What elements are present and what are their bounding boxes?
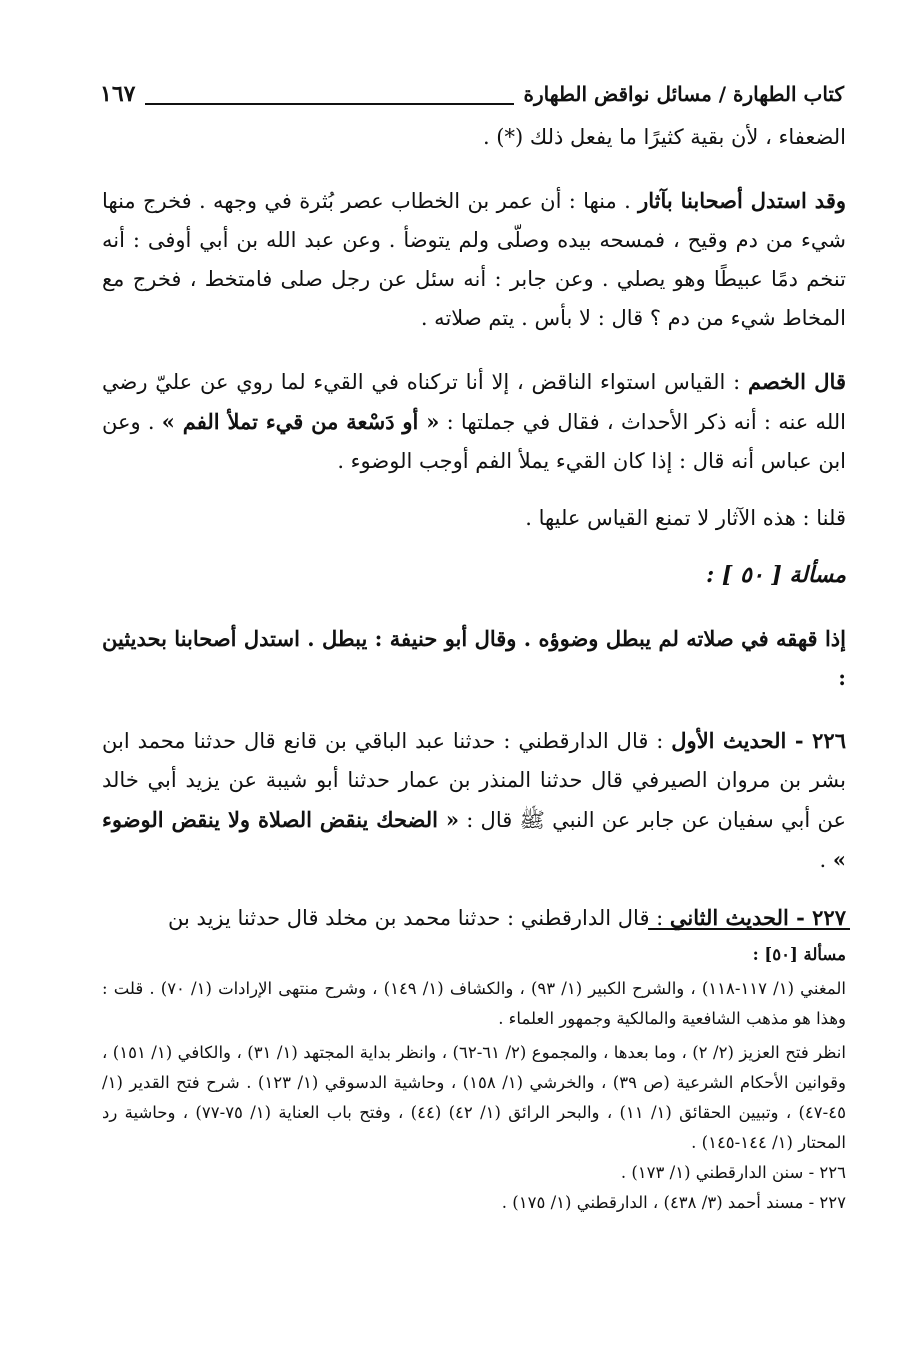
paragraph-lead: قال الخصم [747,369,846,394]
running-title: كتاب الطهارة / مسائل نواقض الطهارة [523,82,844,106]
hadith-lead: ٢٢٧ - الحديث الثاني [669,905,846,930]
paragraph-athar [102,181,846,338]
hadith-226 [102,721,846,880]
page-header [100,76,844,112]
paragraph-opponent [102,362,846,481]
paragraph-issue: إذا قهقه في صلاته لم يبطل وضوؤه . وقال أبو حنيفة : يبطل . استدل أصحابنا بحديثين : [102,626,846,690]
hadith-text: : قال الدارقطني : حدثنا محمد بن مخلد قال حدثنا يزيد بن [168,906,670,930]
hadith-227 [102,898,846,938]
page-number: ١٦٧ [100,81,136,107]
quoted-text: « أو دَسْعة من قيء تملأ الفم » [161,409,440,434]
hadith-lead: ٢٢٦ - الحديث الأول [671,728,846,753]
paragraph-text: . منها : أن عمر بن الخطاب عصر بُثرة في وجهه . فخرج منها شيء من دم وقيح ، فمسحه بيده وصلّى ولم يتوضأ . وعن عبد الله بن أبي أوفى : أنه تنخم دمًا عبيطًا وهو يصلي . وعن جابر : أنه سئل عن رجل صلى فامتخط ، فخرج مع المخاط شيء من دم ؟ قال : لا بأس . يتم صلاته . [102,189,846,330]
footnotes [102,940,846,1218]
hadith-text: : قال الدارقطني : حدثنا عبد الباقي بن قانع قال حدثنا محمد ابن بشر بن مروان الصيرفي قال حدثنا المنذر بن عمار حدثنا أبو شيبة عن يزيد أبي خالد عن أبي سفيان عن جابر عن النبي ﷺ قال : [102,729,846,832]
footnote-title: مسألة [٥٠] : [752,945,846,964]
footnote-item: ٢٢٦ - سنن الدارقطني (١/ ١٧٣) . [620,1163,846,1182]
section-title: مسألة [ ٥٠ ] : [706,562,846,588]
main-text [102,118,846,938]
footnote-item: ٢٢٧ - مسند أحمد (٣/ ٤٣٨) ، الدارقطني (١/ ١٧٥) . [501,1193,846,1212]
paragraph-reply: قلنا : هذه الآثار لا تمنع القياس عليها . [525,506,846,530]
header-rule [145,103,513,105]
footnote-item: المغني (١/ ١١٧-١١٨) ، والشرح الكبير (١/ ٩٣) ، والكشاف (١/ ١٤٩) ، وشرح منتهى الإرادات (١/ ٧٠) . قلت : وهذا هو مذهب الشافعية والمالكية وجمهور العلماء . [102,979,847,1028]
hadith-quote: « الضحك ينقض الصلاة ولا ينقض الوضوء » [102,807,846,872]
hadith-end: . [819,848,833,872]
paragraph-lead: وقد استدل أصحابنا بآثار [638,188,846,213]
footnote-item: انظر فتح العزيز (٢/ ٢) ، وما بعدها ، والمجموع (٢/ ٦١-٦٢) ، وانظر بداية المجتهد (١/ ٣١) ، والكافي (١/ ١٥١) ، وقوانين الأحكام الشرعية (ص ٣٩) ، والخرشي (١/ ١٥٨) ، وحاشية الدسوقي (١/ ١٢٣) . شرح فتح القدير (١/ ٤٥-٤٧) ، وتبيين الحقائق (١/ ١١) ، والبحر الرائق (١/ ٤٢) (٤٤) ، وفتح باب العناية (١/ ٧٥-٧٧) ، وحاشية رد المحتار (١/ ١٤٤-١٤٥) . [102,1043,846,1152]
paragraph-continuation: الضعفاء ، لأن بقية كثيرًا ما يفعل ذلك (*) . [482,125,846,149]
paragraph-text: . وعن ابن عباس أنه قال : إذا كان القيء يملأ الفم أوجب الوضوء . [102,410,846,473]
footnote-separator [648,928,850,930]
paragraph-text: : القياس استواء الناقض ، إلا أنا تركناه في القيء لما روي عن عليّ رضي الله عنه : أنه ذكر الأحداث ، فقال في جملتها : [102,370,847,434]
